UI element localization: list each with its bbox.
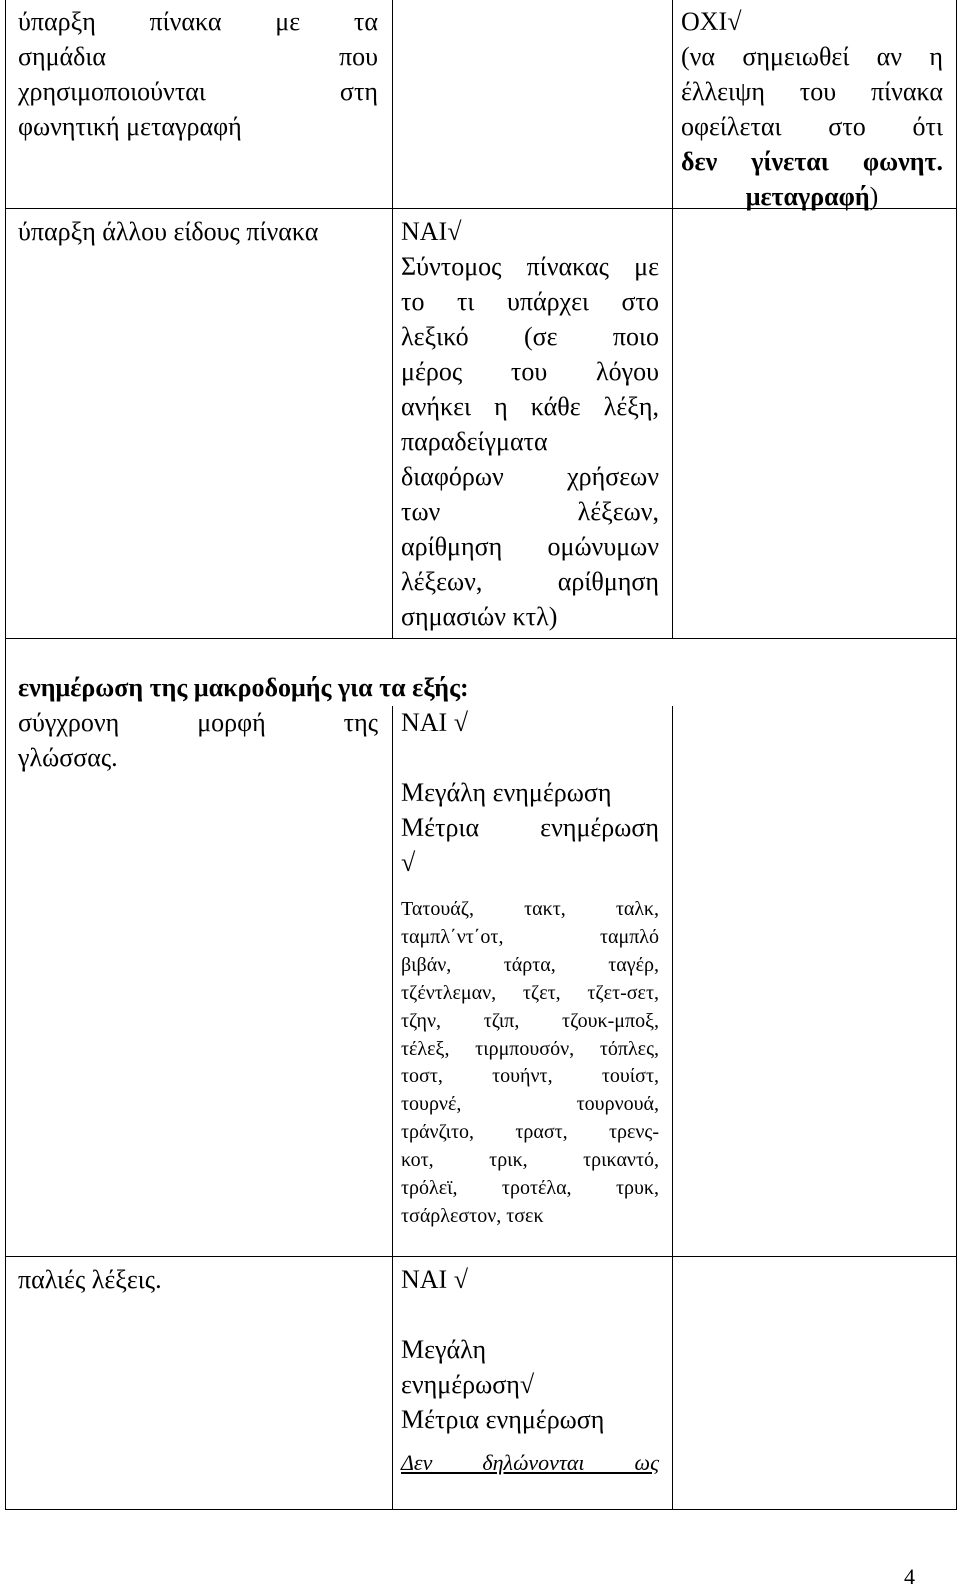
label-line: σημάδια που [18,42,378,71]
column-divider [672,0,673,638]
answer-line: σημασιών κτλ) [401,602,558,631]
old-words-label: παλιές λέξεις. [18,1265,162,1294]
answer-line: ενημέρωση√ [401,1370,535,1399]
answer-line [681,179,943,214]
word-line: τοστ, τουήντ, τουίστ, [401,1065,659,1088]
undeclared-text: Δεν δηλώνονται ως [401,1450,659,1475]
answer-line: αρίθμηση ομώνυμων [401,532,659,561]
answer-line: ΟΧΙ√ [681,7,742,36]
table-bottom-border [5,1509,957,1510]
answer-line: Μέτρια ενημέρωση [401,813,659,842]
word-line: τράνζιτο, τραστ, τρενς- [401,1121,659,1144]
word-line: τρόλεϊ, τροτέλα, τρυκ, [401,1177,659,1200]
other-table-label: ύπαρξη άλλου είδους πίνακα [18,217,319,246]
old-words-answer [401,1262,659,1474]
table-right-border [956,0,957,1510]
answer-line: παραδείγματα [401,427,548,456]
answer-line: το τι υπάρχει στο [401,287,659,316]
answer-line: λεξικό (σε ποιο [401,322,659,351]
label-line: ύπαρξη πίνακα με τα [18,7,378,36]
answer-line: των λέξεων, [401,497,659,526]
page-number: 4 [904,1564,915,1589]
evaluation-table [5,0,957,1510]
answer-line: οφείλεται στο ότι [681,112,943,141]
answer-line: μέρος του λόγου [401,357,659,386]
word-line: ταμπλ΄ντ΄οτ, ταμπλό [401,925,659,948]
table-left-border [5,0,6,1510]
answer-line: √ [401,848,416,877]
row-divider [5,638,957,639]
modern-language-answer [401,705,659,880]
word-line: τζέντλεμαν, τζετ, τζετ-σετ, [401,981,659,1004]
answer-line [401,740,659,775]
macrostructure-heading: ενημέρωση της μακροδομής για τα εξής: [18,673,469,702]
phonetic-table-answer [681,4,943,214]
label-line: χρησιμοποιούνται στη [18,77,378,106]
label-line: σύγχρονη μορφή της [18,708,378,737]
answer-line: ΝΑΙ√ [401,217,462,246]
column-divider [392,706,393,1510]
row-divider [5,1256,957,1257]
word-line: τζην, τζιπ, τζουκ-μποξ, [401,1009,659,1032]
word-line: τέλεξ, τιρμπουσόν, τόπλες, [401,1037,659,1060]
answer-close-paren: ) [869,182,879,211]
answer-line: Μεγάλη ενημέρωση [401,778,612,807]
word-line: κοτ, τρικ, τρικαντό, [401,1149,659,1172]
answer-bold-line: δεν γίνεται φωνητ. [681,147,943,176]
column-divider [672,706,673,1510]
answer-line: ανήκει η κάθε λέξη, [401,392,659,421]
answer-line: Σύντομος πίνακας με [401,252,659,281]
word-line: βιβάν, τάρτα, ταγέρ, [401,953,659,976]
column-divider [392,0,393,638]
phonetic-table-label [18,4,378,144]
word-line: τουρνέ, τουρνουά, [401,1093,659,1116]
answer-line: λέξεων, αρίθμηση [401,567,659,596]
word-line: Τατουάζ, τακτ, ταλκ, [401,898,659,920]
answer-line: ΝΑΙ √ [401,1265,468,1294]
answer-line: ΝΑΙ √ [401,708,468,737]
label-line: γλώσσας. [18,743,118,772]
answer-line: διαφόρων χρήσεων [401,462,659,491]
word-line: τσάρλεστον, τσεκ [401,1204,544,1227]
answer-line: Μέτρια ενημέρωση [401,1405,605,1434]
other-table-answer [401,214,659,634]
answer-line: (να σημειωθεί αν η [681,42,943,71]
modern-word-list [401,896,659,1231]
answer-line: Μεγάλη [401,1335,487,1364]
answer-bold-text: μεταγραφή [745,182,870,211]
answer-line [401,1297,659,1332]
modern-language-label [18,705,378,775]
label-line: φωνητική μεταγραφή [18,112,242,141]
answer-line: έλλειψη του πίνακα [681,77,943,106]
